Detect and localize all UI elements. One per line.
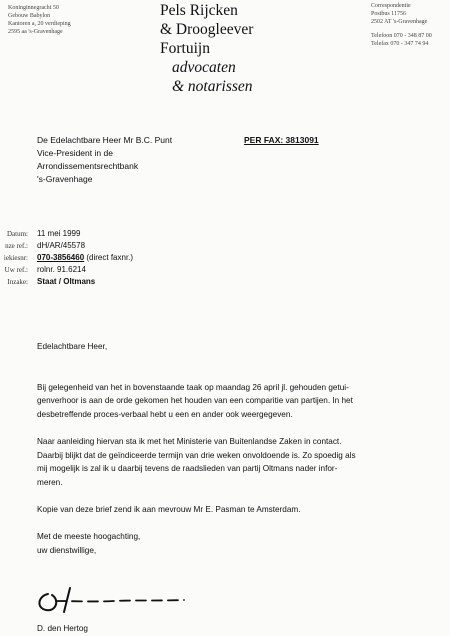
firm-name-line: Fortuijn <box>160 40 210 57</box>
recipient-line: Arrondissementsrechtbank <box>37 161 139 171</box>
address-line: Koninginnegracht 50 <box>8 5 59 11</box>
recipient-block <box>37 134 172 186</box>
recipient-line: 's-Gravenhage <box>37 174 93 184</box>
direct-fax-number: 070-3856460 <box>37 253 85 262</box>
subject-value: Staat / Oltmans <box>37 277 96 286</box>
your-ref-label: Uw ref.: <box>4 266 28 274</box>
body-line: desbetreffende proces-verbaal hebt u een en ander ook weergegeven. <box>37 409 293 419</box>
handwritten-signature <box>34 586 214 618</box>
your-ref-value: rolnr. 91.6214 <box>37 265 86 274</box>
our-ref-row <box>0 240 300 252</box>
firm-address-left <box>8 4 128 36</box>
body-line: meren. <box>37 477 63 487</box>
phone-line: Telefoon 070 - 348 87 00 <box>371 33 432 39</box>
body-line: genverhoor is aan de orde gekomen het houden van een comparitie van partijen. In het <box>37 396 353 406</box>
address-line: 2502 AT 's-Gravenhage <box>371 19 428 25</box>
direct-fax-note: (direct faxnr.) <box>84 253 134 262</box>
subject-label: Inzake: <box>7 278 28 286</box>
our-ref-value: dH/AR/45578 <box>37 241 86 250</box>
body-line: Bij gelegenheid van het in bovenstaande taak op maandag 26 april jl. gehouden getui- <box>37 382 349 392</box>
fax-line: Telefax 070 - 347 74 94 <box>371 41 429 47</box>
our-ref-label: nze ref.: <box>5 242 28 250</box>
address-line: Kantoren a, 20 verdieping <box>8 21 71 27</box>
date-row <box>0 228 300 240</box>
firm-address-right <box>371 2 449 48</box>
subject-row <box>0 276 300 288</box>
firm-name-line: & Droogleever <box>160 21 254 38</box>
date-value: 11 mei 1999 <box>37 229 81 238</box>
closing <box>37 530 432 557</box>
salutation: Edelachtbare Heer, <box>37 342 108 351</box>
signer-name: D. den Hertog <box>37 624 88 633</box>
closing-line: uw dienstwillige, <box>37 545 97 555</box>
closing-line: Met de meeste hoogachting, <box>37 532 141 542</box>
recipient-line: De Edelachtbare Heer Mr B.C. Punt <box>37 135 173 145</box>
firm-profession: advocaten <box>172 59 236 76</box>
letter-body <box>37 340 432 558</box>
recipient-line: Vice-President in de <box>37 148 113 158</box>
body-line: mij mogelijk is zal ik u daarbij tevens de raadslieden van partij Oltmans nader infor- <box>37 464 338 474</box>
direct-fax-row <box>0 252 300 264</box>
paragraph-1 <box>37 381 432 422</box>
reference-block <box>0 228 300 288</box>
firm-name <box>160 1 320 96</box>
per-fax-number: PER FAX: 3813091 <box>244 135 319 145</box>
body-line: Naar aanleiding hiervan sta ik met het Ministerie van Buitenlandse Zaken in contact. <box>37 437 342 447</box>
date-label: Datum: <box>7 230 28 238</box>
direct-fax-label: iekiesnr: <box>3 254 28 262</box>
address-line: Correspondentie <box>371 3 411 9</box>
firm-profession: & notarissen <box>172 78 253 95</box>
body-line: Daarbij blijkt dat de geïndiceerde termijn van drie weken onvoldoende is. Zo spoedig als <box>37 450 356 460</box>
paragraph-2 <box>37 435 432 489</box>
address-line: 2595 aa 's-Gravenhage <box>8 29 63 35</box>
firm-name-line: Pels Rijcken <box>160 2 238 19</box>
address-line: Gebouw Babylon <box>8 13 51 19</box>
your-ref-row <box>0 264 300 276</box>
paragraph-3: Kopie van deze brief zend ik aan mevrouw Mr E. Pasman te Amsterdam. <box>37 505 301 515</box>
direct-fax-value <box>37 252 133 264</box>
address-line: Postbus 11756 <box>371 11 406 17</box>
